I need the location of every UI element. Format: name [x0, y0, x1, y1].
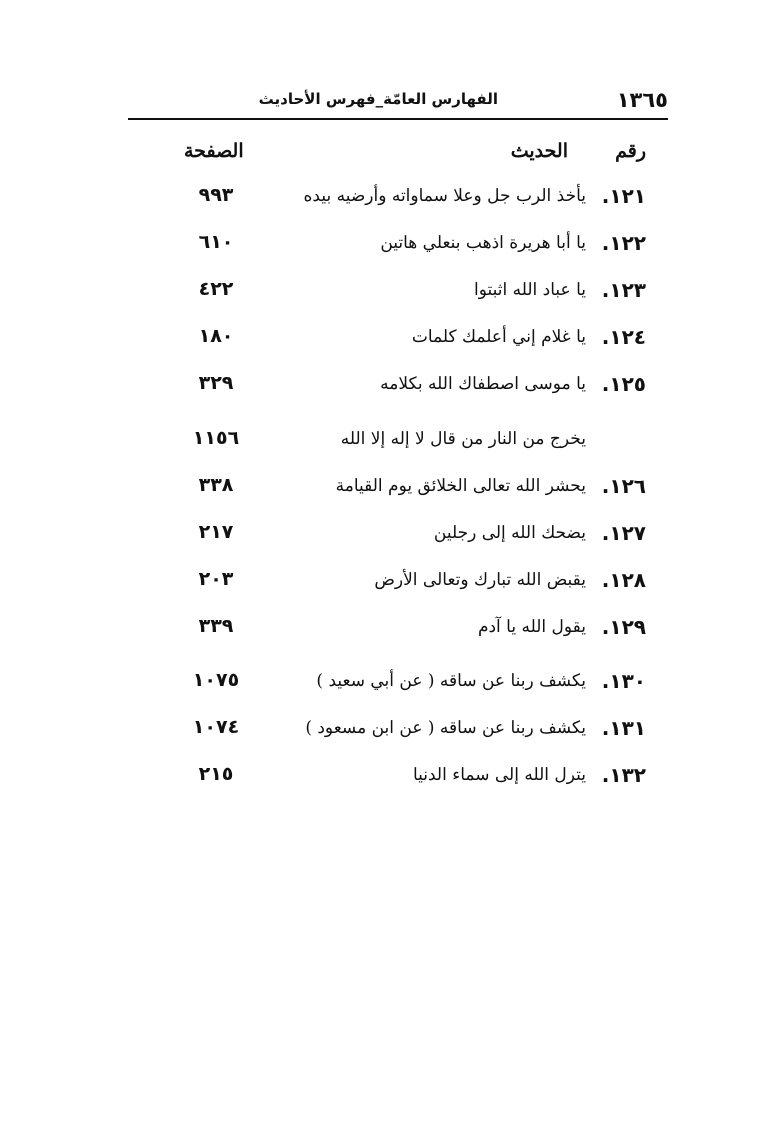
entry-text: يحشر الله تعالى الخلائق يوم القيامة [335, 476, 586, 496]
entry-page: ٣٣٨ [198, 474, 234, 496]
list-item [0, 716, 758, 756]
entry-text: يا أبا هريرة اذهب بنعلي هاتين [380, 233, 586, 253]
list-item [0, 231, 758, 271]
page-number: ١٣٦٥ [616, 88, 668, 112]
entry-text: يا عباد الله اثبتوا [473, 280, 586, 300]
entry-number: ١٢١. [601, 184, 646, 208]
list-item [0, 669, 758, 709]
entry-page: ١٠٧٤ [192, 716, 240, 738]
entry-number: ١٢٧. [601, 521, 646, 545]
entry-text: يأخذ الرب جل وعلا سماواته وأرضيه بيده [303, 186, 586, 206]
list-item [0, 521, 758, 561]
entry-text: يا موسى اصطفاك الله بكلامه [380, 374, 586, 394]
entry-text: يا غلام إني أعلمك كلمات [411, 327, 586, 347]
entry-number: ١٢٢. [601, 231, 646, 255]
column-heading-number: رقم [615, 140, 646, 162]
entry-number: ١٢٩. [601, 615, 646, 639]
list-item [0, 615, 758, 655]
entry-page: ١٠٧٥ [192, 669, 240, 691]
list-item [0, 568, 758, 608]
header-title: الفهارس العامّة_فهرس الأحاديث [258, 90, 498, 108]
entry-page: ١١٥٦ [192, 427, 240, 449]
entry-number: ١٣١. [601, 716, 646, 740]
entry-number: ١٣٠. [601, 669, 646, 693]
list-item [0, 278, 758, 318]
entry-page: ٦١٠ [198, 231, 234, 253]
entry-text: يترل الله إلى سماء الدنيا [412, 765, 586, 785]
entry-text: يقول الله يا آدم [477, 617, 586, 637]
running-header [128, 84, 668, 120]
entry-page: ٤٢٢ [198, 278, 234, 300]
entry-page: ٣٢٩ [198, 372, 234, 394]
entry-text: يضحك الله إلى رجلين [433, 523, 586, 543]
entry-text: يكشف ربنا عن ساقه ( عن ابن مسعود ) [305, 718, 586, 738]
column-heading-hadith: الحديث [510, 140, 568, 162]
entry-page: ٢١٥ [198, 763, 234, 785]
entry-number: ١٢٦. [601, 474, 646, 498]
entry-text: يقبض الله تبارك وتعالى الأرض [374, 570, 586, 590]
entry-text: يخرج من النار من قال لا إله إلا الله [340, 429, 586, 449]
entry-number: ١٢٨. [601, 568, 646, 592]
list-item [0, 474, 758, 514]
list-item [0, 427, 758, 467]
list-item [0, 372, 758, 412]
list-item [0, 184, 758, 224]
entry-page: ٢١٧ [198, 521, 234, 543]
entry-page: ١٨٠ [198, 325, 234, 347]
column-heading-page: الصفحة [184, 140, 244, 162]
entry-page: ٩٩٣ [198, 184, 234, 206]
list-item [0, 325, 758, 365]
entry-page: ٢٠٣ [198, 568, 234, 590]
entry-text: يكشف ربنا عن ساقه ( عن أبي سعيد ) [316, 671, 586, 691]
entry-page: ٣٣٩ [198, 615, 234, 637]
list-item [0, 763, 758, 803]
entry-number: ١٢٣. [601, 278, 646, 302]
entry-number: ١٣٢. [601, 763, 646, 787]
entry-number: ١٢٥. [601, 372, 646, 396]
entry-number: ١٢٤. [601, 325, 646, 349]
